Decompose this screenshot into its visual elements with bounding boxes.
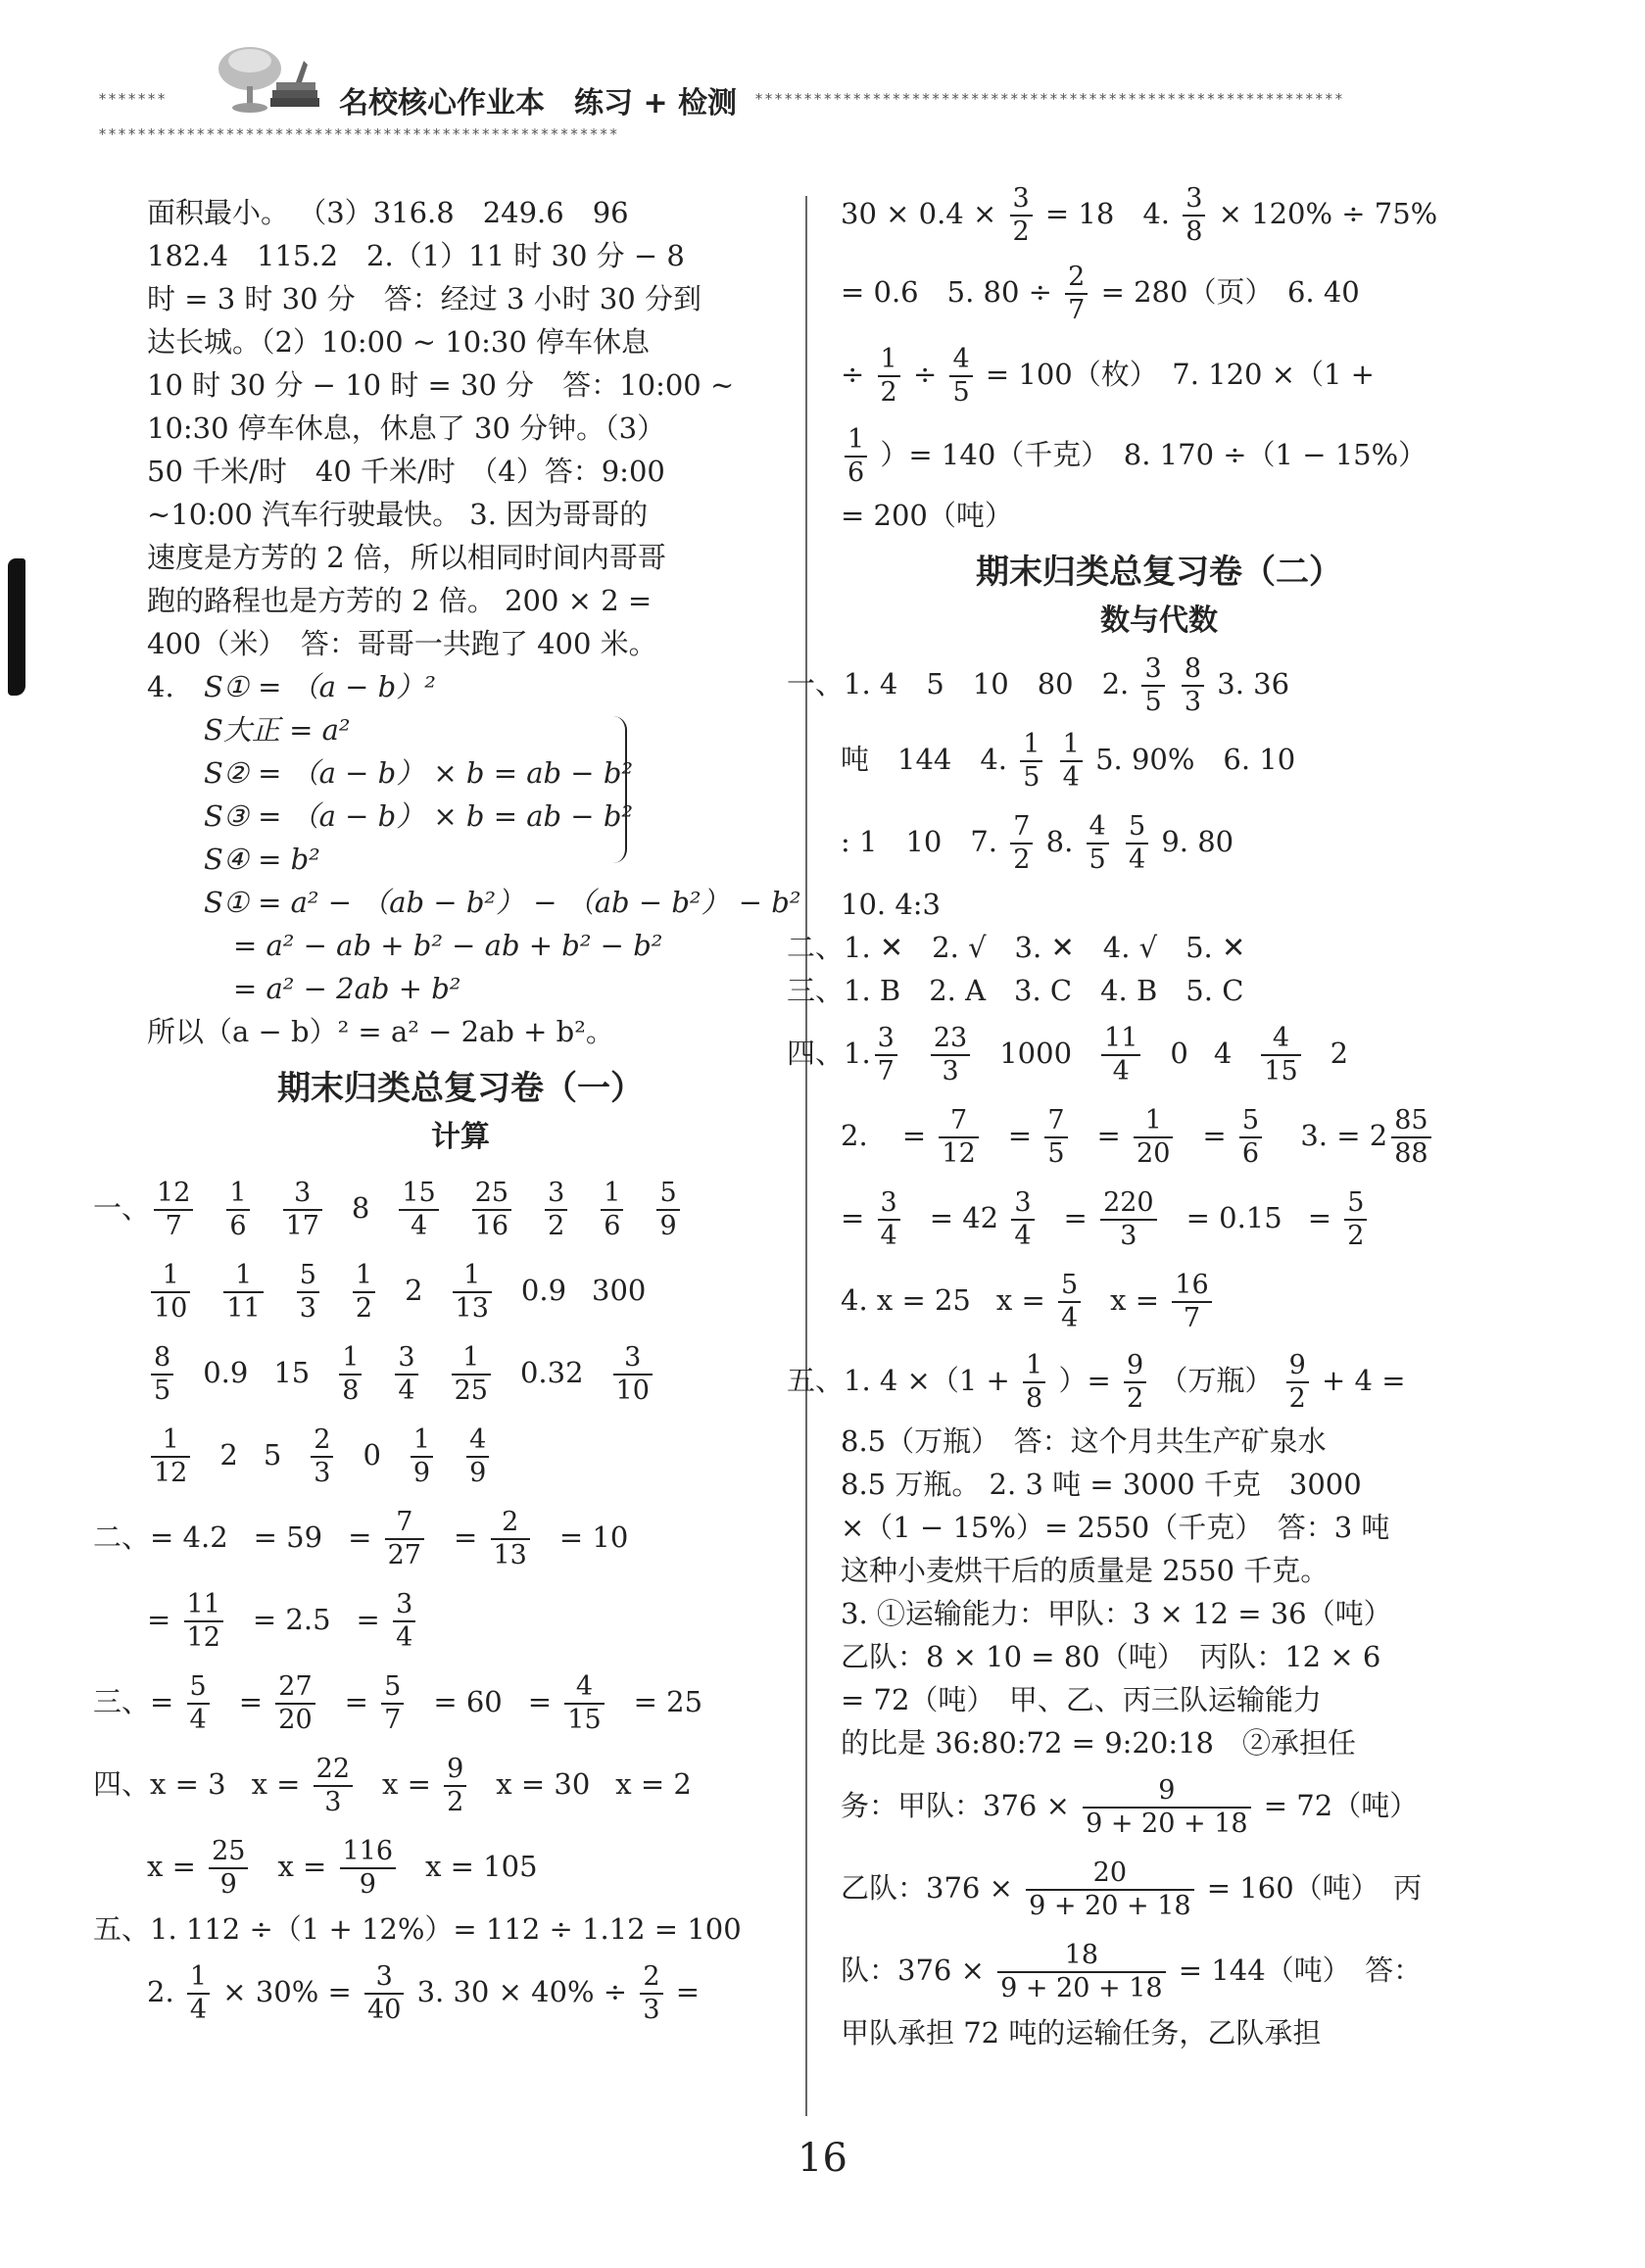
answer-line: 这种小麦烘干后的质量是 2550 千克。 xyxy=(841,1554,1330,1587)
answer-item xyxy=(597,1167,627,1249)
section-label: 四、 xyxy=(93,1767,151,1801)
fraction: $\frac{116}{9}$ xyxy=(340,1836,397,1901)
formula-line: S大正 = a² xyxy=(204,713,351,747)
answer-line xyxy=(93,1907,774,1951)
answer-line: 的比是 36:80:72 = 9:20:18 ②承担任 xyxy=(841,1726,1356,1760)
fraction-row xyxy=(93,1496,774,1578)
fraction: $\frac{7}{27}$ xyxy=(385,1507,424,1571)
answer-item xyxy=(307,1414,337,1496)
fraction-row xyxy=(147,1825,774,1907)
answer-line: 10. 4:3 xyxy=(841,888,942,921)
fraction: $\frac{1}{12}$ xyxy=(151,1424,190,1489)
formula-line: S② = （a − b） × b = ab − b² xyxy=(204,756,634,790)
answer-item xyxy=(391,1331,421,1414)
answer-item: = $\frac{7}{5}$ xyxy=(1008,1094,1072,1177)
answer-line: 达长城。（2）10:00 ~ 10:30 停车休息 xyxy=(147,325,651,359)
answer-text: × 30% = xyxy=(222,1975,352,2008)
answer-item: = 0.15 xyxy=(1185,1201,1282,1234)
fraction: $\frac{3}{10}$ xyxy=(613,1342,653,1407)
answer-item: = 59 xyxy=(253,1520,323,1554)
answer-text: 一、1. 4 5 10 80 2. xyxy=(787,667,1130,700)
fraction: $\frac{1}{8}$ xyxy=(339,1342,362,1407)
answer-item: = $\frac{5}{6}$ xyxy=(1202,1094,1266,1177)
answer-item: 2 xyxy=(405,1274,423,1307)
answer-item: x = $\frac{116}{9}$ xyxy=(277,1825,400,1907)
answer-item xyxy=(293,1249,323,1331)
fraction-row xyxy=(93,1743,774,1825)
right-column xyxy=(787,176,1477,2054)
fraction: $\frac{23}{3}$ xyxy=(931,1023,970,1087)
fraction: $\frac{3}{4}$ xyxy=(395,1342,417,1407)
answer-item xyxy=(279,1167,326,1249)
answer-line xyxy=(841,1764,1477,1847)
answer-line xyxy=(841,415,1477,494)
answer-item xyxy=(462,1414,493,1496)
fraction: $\frac{3}{2}$ xyxy=(1010,183,1033,248)
answer-line xyxy=(787,651,1477,718)
answer-line: 8.5 万瓶。 2. 3 吨 = 3000 千克 3000 xyxy=(841,1468,1362,1501)
answer-text: 5. 90% 6. 10 xyxy=(1095,743,1296,776)
answer-item: 0.32 xyxy=(519,1356,584,1389)
answer-text: 乙队：376 × xyxy=(841,1871,1013,1905)
answer-text: × 120% ÷ 75% xyxy=(1218,197,1438,230)
answer-text: = 144（吨） 答： xyxy=(1178,1954,1423,1987)
fraction: $\frac{1}{6}$ xyxy=(845,424,867,489)
fraction: $\frac{7}{2}$ xyxy=(1010,811,1033,876)
answer-line: 乙队：8 × 10 = 80（吨） 丙队：12 × 6 xyxy=(841,1640,1381,1673)
fraction: $\frac{1}{4}$ xyxy=(1060,729,1083,794)
answer-item: = 4.2 xyxy=(150,1520,228,1554)
fraction: $\frac{2}{7}$ xyxy=(1065,262,1088,326)
answer-item: 8 xyxy=(351,1191,370,1225)
answer-line: = 72（吨） 甲、乙、丙三队运输能力 xyxy=(841,1683,1322,1716)
fraction-row xyxy=(93,1167,774,1249)
fraction: $\frac{9}{2}$ xyxy=(1124,1350,1146,1415)
answer-item: x = 105 xyxy=(425,1850,538,1883)
answer-text: 五、1. 4 ×（1 + xyxy=(787,1364,1010,1397)
answer-item: x = $\frac{22}{3}$ xyxy=(252,1743,357,1825)
fraction: $\frac{27}{20}$ xyxy=(275,1671,314,1736)
fraction: $\frac{5}{7}$ xyxy=(381,1671,404,1736)
answer-item: x = 30 xyxy=(496,1767,591,1801)
answer-line: = 200（吨） xyxy=(841,499,1013,532)
column-divider xyxy=(805,196,807,2116)
page-number: 16 xyxy=(798,2136,847,2181)
answer-text: 2. xyxy=(841,1119,868,1152)
answer-text: = 72（吨） xyxy=(1263,1789,1419,1822)
answer-item xyxy=(871,1012,901,1094)
answer-item: = $\frac{2}{13}$ xyxy=(454,1496,534,1578)
answer-item: 15 xyxy=(273,1356,311,1389)
answer-line xyxy=(841,1847,1477,1929)
answer-item: 5 xyxy=(263,1438,282,1472)
fraction: $\frac{9}{2}$ xyxy=(1286,1350,1309,1415)
conclusion-line: 所以（a − b）² = a² − 2ab + b²。 xyxy=(147,1015,614,1048)
answer-item: 0.9 xyxy=(520,1274,567,1307)
fraction: $\frac{8}{5}$ xyxy=(151,1342,173,1407)
fraction: $\frac{5}{3}$ xyxy=(297,1260,319,1325)
answer-text: 30 × 0.4 × xyxy=(841,197,997,230)
answer-text: 8. xyxy=(1045,825,1074,858)
answer-text: ）= xyxy=(1058,1364,1111,1397)
fraction: $\frac{1}{2}$ xyxy=(878,344,900,409)
fraction: $\frac{25}{9}$ xyxy=(209,1836,248,1901)
fraction: $\frac{11}{12}$ xyxy=(184,1589,223,1654)
answer-line xyxy=(841,176,1477,251)
answer-text: ）= 140（千克） 8. 170 ÷（1 − 15%） xyxy=(880,438,1427,471)
answer-item: 4 xyxy=(1213,1037,1233,1070)
answer-item xyxy=(147,1331,177,1414)
answer-item xyxy=(335,1331,365,1414)
page-header xyxy=(98,39,1519,157)
fraction: $\frac{9}{2}$ xyxy=(444,1754,466,1818)
answer-line xyxy=(841,1929,1477,2011)
formula-line: S① = a² − （ab − b²） − （ab − b²） − b² xyxy=(204,886,801,919)
answer-item xyxy=(927,1012,974,1094)
answer-line: 甲队承担 72 吨的运输任务，乙队承担 xyxy=(841,2016,1322,2050)
answer-text: ÷ xyxy=(912,358,938,391)
fraction-row xyxy=(841,1259,1477,1341)
fraction: $\frac{4}{5}$ xyxy=(1087,811,1109,876)
answer-item: = $\frac{27}{20}$ xyxy=(239,1661,319,1743)
fraction: $\frac{1}{9}$ xyxy=(411,1424,433,1489)
answer-item: = 2.5 xyxy=(252,1603,331,1636)
fraction: $\frac{3}{40}$ xyxy=(364,1961,404,2026)
answer-item: = $\frac{5}{2}$ xyxy=(1308,1177,1372,1259)
formula-line: S① = （a − b）² xyxy=(204,670,436,703)
answer-item xyxy=(653,1167,683,1249)
answer-line: 10 时 30 分 − 10 时 = 30 分 答：10:00 ~ xyxy=(147,368,735,402)
answer-item xyxy=(349,1249,379,1331)
fraction: $\frac{18}{9 + 20 + 18}$ xyxy=(997,1940,1165,2004)
answer-line: ×（1 − 15%）= 2550（千克） 答：3 吨 xyxy=(841,1511,1390,1544)
fraction-row-inner xyxy=(901,1105,1291,1169)
answer-text: 3. 30 × 40% ÷ xyxy=(416,1975,628,2008)
fraction: $\frac{2}{3}$ xyxy=(311,1424,333,1489)
fraction-row xyxy=(147,1249,774,1331)
answer-text: : 1 10 7. xyxy=(841,825,998,858)
fraction: $\frac{25}{16}$ xyxy=(472,1178,511,1242)
fraction: $\frac{3}{4}$ xyxy=(1011,1187,1034,1252)
answer-item xyxy=(150,1167,197,1249)
answer-item: = $\frac{7}{12}$ xyxy=(902,1094,983,1177)
answer-item: = $\frac{5}{4}$ xyxy=(150,1661,214,1743)
answer-line xyxy=(841,251,1477,333)
fraction-row xyxy=(787,1012,1477,1094)
answer-item: 0 xyxy=(1170,1037,1188,1070)
answer-item: 4. x = 25 xyxy=(841,1283,971,1317)
answer-line xyxy=(787,1341,1477,1420)
answer-text: = xyxy=(675,1975,701,2008)
answer-line xyxy=(841,800,1477,883)
answer-text: + 4 = xyxy=(1322,1364,1406,1397)
fraction: $\frac{3}{2}$ xyxy=(545,1178,567,1242)
answer-text: 9. 80 xyxy=(1161,825,1234,858)
answer-text: = 18 4. xyxy=(1044,197,1170,230)
fraction: $\frac{20}{9 + 20 + 18}$ xyxy=(1026,1858,1193,1922)
section-title: 期末归类总复习卷（一） xyxy=(277,1069,644,1108)
answer-item: = $\frac{7}{27}$ xyxy=(348,1496,428,1578)
fraction: $\frac{12}{7}$ xyxy=(154,1178,193,1242)
fraction-row xyxy=(841,1177,1477,1259)
formula-line: S④ = b² xyxy=(204,843,320,876)
answer-line: 速度是方芳的 2 倍，所以相同时间内哥哥 xyxy=(147,541,666,574)
answer-item xyxy=(541,1167,571,1249)
header-stars-left: ******* xyxy=(98,90,168,108)
fraction: $\frac{3}{4}$ xyxy=(878,1187,900,1252)
fraction: $\frac{5}{4}$ xyxy=(187,1671,210,1736)
answer-item: = $\frac{11}{12}$ xyxy=(147,1578,227,1661)
answer-item: 0 xyxy=(363,1438,381,1472)
answer-item xyxy=(147,1249,194,1331)
fraction: $\frac{5}{6}$ xyxy=(1239,1105,1262,1170)
answer-text: （万瓶） xyxy=(1159,1364,1274,1397)
header-stars-bottom: ***************************************************** xyxy=(98,125,619,143)
answer-item xyxy=(448,1331,495,1414)
answer-item: = 10 xyxy=(558,1520,629,1554)
fraction: $\frac{11}{4}$ xyxy=(1101,1023,1140,1087)
fraction: $\frac{3}{5}$ xyxy=(1141,653,1164,718)
fraction: $\frac{8}{3}$ xyxy=(1182,653,1204,718)
answer-item: 2 xyxy=(1330,1037,1349,1070)
fraction: $\frac{5}{2}$ xyxy=(1344,1187,1367,1252)
section-subtitle: 计算 xyxy=(431,1120,490,1154)
fraction-row xyxy=(147,1414,774,1496)
answer-item xyxy=(219,1249,266,1331)
answer-line: 10:30 停车休息，休息了 30 分钟。（3） xyxy=(147,411,666,445)
answer-text: 3. = 2 $\frac{85}{88}$ xyxy=(1300,1094,1434,1177)
fraction: $\frac{5}{4}$ xyxy=(1058,1270,1081,1334)
fraction: $\frac{4}{5}$ xyxy=(949,344,972,409)
fraction: $\frac{4}{15}$ xyxy=(564,1671,604,1736)
fraction: $\frac{1}{4}$ xyxy=(187,1961,210,2026)
answer-item: 1000 xyxy=(999,1037,1073,1070)
answer-item: = $\frac{220}{3}$ xyxy=(1064,1177,1161,1259)
answer-text: = 100（枚） 7. 120 ×（1 + xyxy=(985,358,1375,391)
section-subtitle: 数与代数 xyxy=(1100,603,1218,638)
fraction: $\frac{1}{6}$ xyxy=(226,1178,249,1242)
answer-item: = $\frac{5}{7}$ xyxy=(345,1661,409,1743)
answer-item xyxy=(609,1331,656,1414)
question-number: 4. xyxy=(147,670,174,703)
fraction: $\frac{220}{3}$ xyxy=(1100,1187,1157,1252)
answer-item: 300 xyxy=(592,1274,647,1307)
answer-item: = 60 xyxy=(433,1685,503,1718)
section-label: 五、 xyxy=(93,1912,151,1946)
answer-line xyxy=(841,718,1477,800)
answer-item: = $\frac{3}{4}$ xyxy=(357,1578,420,1661)
section-title: 期末归类总复习卷（二） xyxy=(976,553,1342,592)
answer-item xyxy=(395,1167,442,1249)
answer-item xyxy=(449,1249,496,1331)
formula-line: S③ = （a − b） × b = ab − b² xyxy=(204,799,634,833)
formula-line: = a² − ab + b² − ab + b² − b² xyxy=(233,929,663,962)
lamp-books-logo-icon xyxy=(206,39,323,118)
fraction: $\frac{16}{7}$ xyxy=(1172,1270,1211,1334)
answer-text: 吨 144 4. xyxy=(841,743,1008,776)
fraction: $\frac{1}{11}$ xyxy=(223,1260,263,1325)
answer-text: 队：376 × xyxy=(841,1954,985,1987)
answer-text: 3. 36 xyxy=(1217,667,1290,700)
answer-line: 时 = 3 时 30 分 答：经过 3 小时 30 分到 xyxy=(147,282,702,315)
answer-text: = 280（页） 6. 40 xyxy=(1100,275,1360,309)
fraction: $\frac{5}{9}$ xyxy=(656,1178,679,1242)
section-label: 四、1. xyxy=(787,1037,871,1070)
answer-line: 二、1. ✕ 2. √ 3. ✕ 4. √ 5. ✕ xyxy=(787,931,1246,964)
answer-line: 跑的路程也是方芳的 2 倍。 200 × 2 = xyxy=(147,584,653,617)
answer-line: 400（米） 答：哥哥一共跑了 400 米。 xyxy=(147,627,657,660)
section-label: 一、 xyxy=(93,1191,151,1225)
section-label: 二、 xyxy=(93,1520,151,1554)
header-stars-right: ************************************************************ xyxy=(754,90,1344,108)
fraction: $\frac{1}{10}$ xyxy=(151,1260,190,1325)
answer-line: 50 千米/时 40 千米/时 （4）答：9:00 xyxy=(147,455,665,488)
fraction: $\frac{5}{4}$ xyxy=(1126,811,1148,876)
fraction: $\frac{7}{12}$ xyxy=(939,1105,978,1170)
answer-item xyxy=(1257,1012,1304,1094)
fraction: $\frac{2}{13}$ xyxy=(491,1507,530,1571)
answer-item: x = $\frac{9}{2}$ xyxy=(382,1743,470,1825)
fraction: $\frac{1}{25}$ xyxy=(452,1342,491,1407)
answer-item: = $\frac{3}{4}$ xyxy=(841,1177,904,1259)
fraction: $\frac{4}{15}$ xyxy=(1261,1023,1300,1087)
fraction: $\frac{1}{8}$ xyxy=(1023,1350,1045,1415)
answer-item: = 42 $\frac{3}{4}$ xyxy=(930,1177,1039,1259)
answer-item xyxy=(222,1167,253,1249)
answer-item: 0.9 xyxy=(203,1356,249,1389)
answer-item: x = $\frac{25}{9}$ xyxy=(147,1825,252,1907)
fraction: $\frac{15}{4}$ xyxy=(399,1178,438,1242)
fraction: $\frac{9}{9 + 20 + 18}$ xyxy=(1083,1775,1250,1840)
fraction: $\frac{1}{5}$ xyxy=(1020,729,1042,794)
answer-line: 面积最小。 （3）316.8 249.6 96 xyxy=(147,196,629,229)
answer-text: 2. xyxy=(147,1975,174,2008)
answer-item xyxy=(468,1167,515,1249)
answer-item: = $\frac{1}{20}$ xyxy=(1097,1094,1178,1177)
area-formula-block xyxy=(147,665,801,1010)
formula-line: = a² − 2ab + b² xyxy=(233,972,461,1005)
fraction: $\frac{3}{7}$ xyxy=(875,1023,897,1087)
answer-item: x = $\frac{5}{4}$ xyxy=(996,1259,1085,1341)
fraction: $\frac{1}{20}$ xyxy=(1134,1105,1173,1170)
answer-text: = 160（吨） 丙 xyxy=(1206,1871,1423,1905)
answer-item: x = $\frac{16}{7}$ xyxy=(1110,1259,1215,1341)
fraction: $\frac{1}{6}$ xyxy=(601,1178,623,1242)
fraction: $\frac{1}{2}$ xyxy=(353,1260,375,1325)
answer-item: x = 2 xyxy=(615,1767,692,1801)
header-title: 名校核心作业本 练习 + 检测 xyxy=(339,86,738,121)
fraction: $\frac{3}{17}$ xyxy=(283,1178,322,1242)
answer-line: 3. ①运输能力：甲队：3 × 12 = 36（吨） xyxy=(841,1597,1392,1630)
answer-item xyxy=(407,1414,437,1496)
answer-line: 182.4 115.2 2.（1）11 时 30 分 − 8 xyxy=(147,239,685,272)
fraction-row xyxy=(147,1331,774,1414)
left-column xyxy=(93,191,801,2033)
fraction: $\frac{3}{4}$ xyxy=(393,1589,415,1654)
answer-line: ~10:00 汽车行驶最快。 3. 因为哥哥的 xyxy=(147,498,649,531)
answer-line: 三、1. B 2. A 3. C 4. B 5. C xyxy=(787,974,1244,1007)
answer-line: 8.5（万瓶） 答：这个月共生产矿泉水 xyxy=(841,1424,1327,1458)
answer-text: = 0.6 5. 80 ÷ xyxy=(841,275,1052,309)
answer-item xyxy=(1097,1012,1144,1094)
answer-line xyxy=(147,1951,774,2033)
fraction: $\frac{7}{5}$ xyxy=(1044,1105,1067,1170)
answer-text: 务：甲队：376 × xyxy=(841,1789,1070,1822)
answer-line xyxy=(841,333,1477,415)
fraction: $\frac{4}{9}$ xyxy=(466,1424,489,1489)
section-label: 三、 xyxy=(93,1685,151,1718)
answer-item: = $\frac{4}{15}$ xyxy=(528,1661,608,1743)
fraction: $\frac{2}{3}$ xyxy=(640,1961,662,2026)
answer-text: 1. 112 ÷（1 + 12%）= 112 ÷ 1.12 = 100 xyxy=(150,1912,742,1946)
fraction: $\frac{1}{13}$ xyxy=(453,1260,492,1325)
fraction: $\frac{3}{8}$ xyxy=(1183,183,1205,248)
answer-item xyxy=(147,1414,194,1496)
fraction-row xyxy=(841,1094,1477,1177)
answer-item: 2 xyxy=(219,1438,238,1472)
fraction-row xyxy=(147,1578,774,1661)
fraction: $\frac{22}{3}$ xyxy=(314,1754,353,1818)
scan-edge-mark xyxy=(8,558,25,696)
fraction-row xyxy=(93,1661,774,1743)
answer-item: = 25 xyxy=(633,1685,703,1718)
answer-text: ÷ xyxy=(841,358,865,391)
answer-item: x = 3 xyxy=(150,1767,226,1801)
